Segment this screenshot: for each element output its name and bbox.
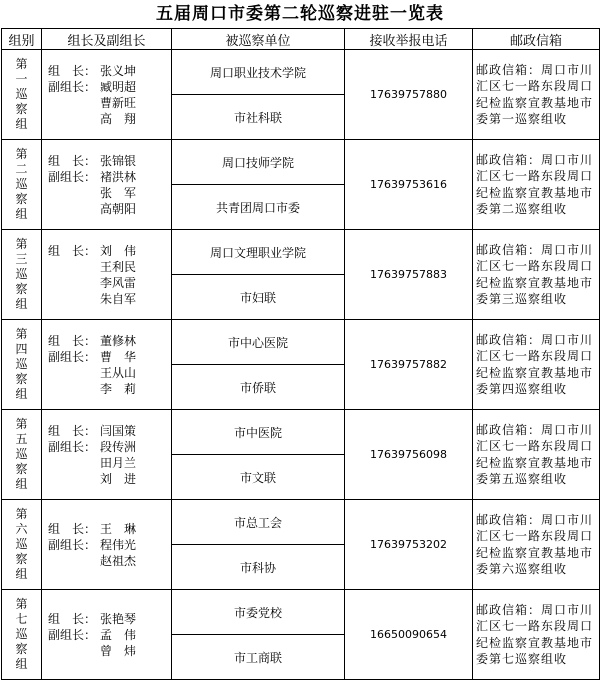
group-label-char: 七 — [15, 612, 28, 626]
group-label — [2, 320, 42, 410]
group-label-char: 第 — [15, 237, 28, 251]
leader-name: 李 莉 — [100, 381, 137, 396]
leader-name: 闫国策 — [100, 423, 137, 438]
group-label — [2, 590, 42, 680]
leader-row — [48, 627, 171, 643]
leader-role: 副组长： — [48, 349, 97, 364]
leader-role — [48, 381, 100, 397]
group-label — [2, 230, 42, 320]
leader-row — [48, 423, 171, 439]
table-row — [2, 230, 600, 275]
mailbox-address: 邮政信箱：周口市川汇区七一路东段周口纪检监察宣教基地市委第二巡察组收 — [473, 140, 600, 230]
leader-row — [48, 455, 171, 471]
leader-row — [48, 553, 171, 569]
group-label-char: 巡 — [15, 177, 28, 191]
leader-name: 曹新旺 — [100, 95, 137, 110]
leader-name: 王从山 — [100, 365, 137, 380]
report-phone: 17639757882 — [345, 320, 473, 410]
leaders-cell — [42, 500, 172, 590]
inspected-unit: 市总工会 — [172, 500, 345, 545]
inspected-unit: 市文联 — [172, 455, 345, 500]
leader-role: 组 长： — [48, 333, 97, 348]
leader-row — [48, 169, 171, 185]
group-label-char: 组 — [15, 387, 28, 401]
report-phone: 17639757880 — [345, 50, 473, 140]
report-phone: 16650090654 — [345, 590, 473, 680]
group-label-char: 巡 — [15, 627, 28, 641]
leader-name: 褚洪林 — [100, 169, 137, 184]
report-phone: 17639753616 — [345, 140, 473, 230]
mailbox-address: 邮政信箱：周口市川汇区七一路东段周口纪检监察宣教基地市委第七巡察组收 — [473, 590, 600, 680]
group-label-char: 组 — [15, 477, 28, 491]
leader-role: 组 长： — [48, 423, 97, 438]
leader-row — [48, 471, 171, 487]
leader-name: 张 军 — [100, 185, 137, 200]
leaders-cell — [42, 230, 172, 320]
inspected-unit: 市工商联 — [172, 635, 345, 680]
mailbox-address: 邮政信箱：周口市川汇区七一路东段周口纪检监察宣教基地市委第六巡察组收 — [473, 500, 600, 590]
leader-name: 程伟光 — [100, 537, 137, 552]
leader-role: 组 长： — [48, 521, 97, 536]
group-label — [2, 500, 42, 590]
leaders-cell — [42, 410, 172, 500]
mailbox-address: 邮政信箱：周口市川汇区七一路东段周口纪检监察宣教基地市委第五巡察组收 — [473, 410, 600, 500]
leader-role: 副组长： — [48, 627, 97, 642]
report-phone: 17639753202 — [345, 500, 473, 590]
leader-row — [48, 381, 171, 397]
group-label-char: 察 — [15, 102, 28, 116]
leaders-cell — [42, 320, 172, 410]
inspected-unit: 市妇联 — [172, 275, 345, 320]
group-label-char: 组 — [15, 207, 28, 221]
group-label-char: 察 — [15, 462, 28, 476]
leader-role — [48, 471, 100, 487]
leader-name: 段传洲 — [100, 439, 137, 454]
leader-name: 张义坤 — [100, 63, 137, 78]
leader-role — [48, 291, 100, 307]
leader-role — [48, 201, 100, 217]
group-label-char: 巡 — [15, 447, 28, 461]
leader-row — [48, 95, 171, 111]
leader-row — [48, 291, 171, 307]
inspected-unit: 市中医院 — [172, 410, 345, 455]
table-row — [2, 590, 600, 635]
leader-name: 高朝阳 — [100, 201, 137, 216]
inspected-unit: 周口技师学院 — [172, 140, 345, 185]
leader-role: 组 长： — [48, 63, 97, 78]
group-label — [2, 140, 42, 230]
header-leaders: 组长及副组长 — [42, 29, 172, 50]
table-row — [2, 50, 600, 95]
leader-role — [48, 455, 100, 471]
leader-role — [48, 643, 100, 659]
inspected-unit: 周口文理职业学院 — [172, 230, 345, 275]
leader-row — [48, 201, 171, 217]
leader-row — [48, 243, 171, 259]
header-row — [2, 29, 600, 50]
leader-row — [48, 185, 171, 201]
leader-role: 组 长： — [48, 243, 97, 258]
header-mailbox: 邮政信箱 — [473, 29, 600, 50]
leader-row — [48, 349, 171, 365]
group-label-char: 第 — [15, 147, 28, 161]
leader-row — [48, 333, 171, 349]
group-label-char: 一 — [15, 72, 28, 86]
group-label-char: 巡 — [15, 267, 28, 281]
inspected-unit: 市科协 — [172, 545, 345, 590]
leader-name: 王利民 — [100, 259, 137, 274]
report-phone: 17639757883 — [345, 230, 473, 320]
leader-name: 曹 华 — [100, 349, 137, 364]
group-label-char: 六 — [15, 522, 28, 536]
leader-role — [48, 275, 100, 291]
group-label-char: 巡 — [15, 357, 28, 371]
leader-name: 臧明超 — [100, 79, 137, 94]
leader-role: 副组长： — [48, 537, 97, 552]
group-label-char: 巡 — [15, 537, 28, 551]
inspected-unit: 市委党校 — [172, 590, 345, 635]
header-phone: 接收举报电话 — [345, 29, 473, 50]
group-label-char: 察 — [15, 642, 28, 656]
group-label-char: 第 — [15, 507, 28, 521]
group-label-char: 二 — [15, 162, 28, 176]
leader-name: 刘 进 — [100, 471, 137, 486]
group-label-char: 第 — [15, 57, 28, 71]
group-label-char: 组 — [15, 657, 28, 671]
group-label — [2, 50, 42, 140]
leader-row — [48, 111, 171, 127]
leader-row — [48, 439, 171, 455]
leader-row — [48, 259, 171, 275]
inspected-unit: 周口职业技术学院 — [172, 50, 345, 95]
leaders-cell — [42, 50, 172, 140]
leader-name: 田月兰 — [100, 455, 137, 470]
leader-name: 高 翔 — [100, 111, 137, 126]
leader-role — [48, 185, 100, 201]
group-label-char: 五 — [15, 432, 28, 446]
leader-name: 朱自军 — [100, 291, 137, 306]
group-label-char: 三 — [15, 252, 28, 266]
table-row — [2, 500, 600, 545]
leader-name: 张锦银 — [100, 153, 137, 168]
mailbox-address: 邮政信箱：周口市川汇区七一路东段周口纪检监察宣教基地市委第三巡察组收 — [473, 230, 600, 320]
leader-role — [48, 553, 100, 569]
group-label-char: 察 — [15, 372, 28, 386]
inspected-unit: 市社科联 — [172, 95, 345, 140]
group-label-char: 组 — [15, 567, 28, 581]
inspected-unit: 市侨联 — [172, 365, 345, 410]
leader-row — [48, 153, 171, 169]
leader-role — [48, 365, 100, 381]
group-label-char: 四 — [15, 342, 28, 356]
leader-role — [48, 95, 100, 111]
group-label-char: 组 — [15, 297, 28, 311]
inspection-table — [1, 28, 600, 680]
leader-row — [48, 63, 171, 79]
group-label — [2, 410, 42, 500]
leaders-cell — [42, 590, 172, 680]
leader-role — [48, 111, 100, 127]
mailbox-address: 邮政信箱：周口市川汇区七一路东段周口纪检监察宣教基地市委第一巡察组收 — [473, 50, 600, 140]
group-label-char: 察 — [15, 282, 28, 296]
leader-name: 孟 伟 — [100, 627, 137, 642]
page-title: 五届周口市委第二轮巡察进驻一览表 — [156, 4, 444, 24]
leader-role: 副组长： — [48, 169, 97, 184]
leader-name: 赵祖杰 — [100, 553, 137, 568]
leader-role: 副组长： — [48, 439, 97, 454]
header-group: 组别 — [2, 29, 42, 50]
leader-name: 董修林 — [100, 333, 137, 348]
leader-role: 副组长： — [48, 79, 97, 94]
table-row — [2, 140, 600, 185]
report-phone: 17639756098 — [345, 410, 473, 500]
leader-name: 张艳琴 — [100, 611, 137, 626]
leader-row — [48, 611, 171, 627]
group-label-char: 第 — [15, 417, 28, 431]
leader-row — [48, 537, 171, 553]
leader-role — [48, 259, 100, 275]
group-label-char: 第 — [15, 597, 28, 611]
group-label-char: 第 — [15, 327, 28, 341]
inspected-unit: 共青团周口市委 — [172, 185, 345, 230]
leader-name: 王 琳 — [100, 521, 137, 536]
table-row — [2, 410, 600, 455]
leader-name: 曾 炜 — [100, 643, 137, 658]
leader-name: 刘 伟 — [100, 243, 137, 258]
leader-row — [48, 79, 171, 95]
mailbox-address: 邮政信箱：周口市川汇区七一路东段周口纪检监察宣教基地市委第四巡察组收 — [473, 320, 600, 410]
group-label-char: 巡 — [15, 87, 28, 101]
group-label-char: 组 — [15, 117, 28, 131]
inspected-unit: 市中心医院 — [172, 320, 345, 365]
leader-row — [48, 521, 171, 537]
leader-row — [48, 643, 171, 659]
leader-role: 组 长： — [48, 611, 97, 626]
leader-row — [48, 275, 171, 291]
leader-row — [48, 365, 171, 381]
leader-name: 李风雷 — [100, 275, 137, 290]
table-row — [2, 320, 600, 365]
group-label-char: 察 — [15, 552, 28, 566]
leaders-cell — [42, 140, 172, 230]
header-unit: 被巡察单位 — [172, 29, 345, 50]
leader-role: 组 长： — [48, 153, 97, 168]
group-label-char: 察 — [15, 192, 28, 206]
